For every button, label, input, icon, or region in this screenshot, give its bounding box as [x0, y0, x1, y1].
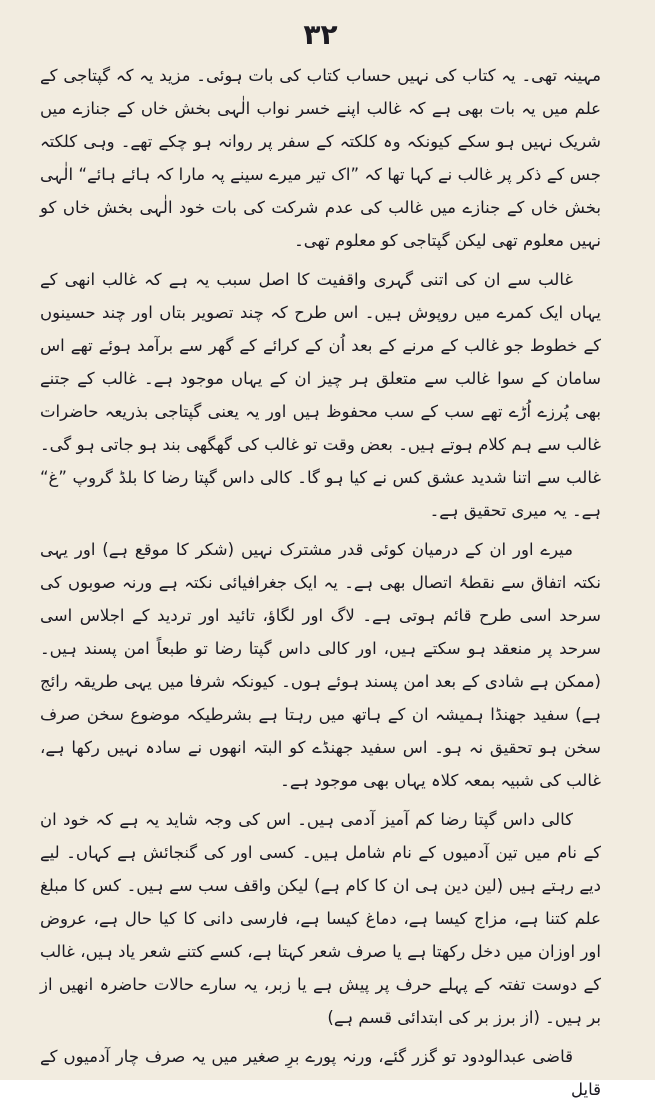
paragraph-4: کالی داس گپتا رضا کم آمیز آدمی ہیں۔ اس کی وجہ شاید یہ ہے کہ خود ان کے نام میں تین آدمیوں کے نام شامل ہیں۔ کسی اور کی گنجائش ہے کہاں۔ لیے دیے رہتے ہیں (لین دین ہی ان کا کام ہے) لیکن واقف سب سے ہیں۔ کس کا مبلغ علم کتنا ہے، مزاج کیسا ہے، دماغ کیسا ہے، فارسی دانی کا کیا حال ہے، عروض اور اوزان میں دخل رکھتا ہے یا صرف شعر کہتا ہے، کسے کتنے شعر یاد ہیں، غالب کے دوست تفتہ کے پہلے حرف پر پیش ہے یا زبر، یہ سارے حالات حاضرہ انھیں از بر ہیں۔ (از برز بر کی ابتدائی قسم ہے) [40, 810, 601, 1027]
paragraph-5: قاضی عبدالودود تو گزر گئے، ورنہ پورے برِ صغیر میں یہ صرف چار آدمیوں کے قایل [40, 1047, 601, 1099]
body-text [40, 59, 601, 1106]
page-number: ۳۲ [303, 18, 338, 51]
paragraph-3: میرے اور ان کے درمیان کوئی قدر مشترک نہیں (شکر کا موقع ہے) اور یہی نکتہ اتفاق سے نقطۂ اتصال بھی ہے۔ یہ ایک جغرافیائی نکتہ ہے ورنہ صوبوں کی سرحد اسی طرح قائم ہوتی ہے۔ لاگ اور لگاؤ، تائید اور تردید کے اجلاس اسی سرحد پر منعقد ہو سکتے ہیں، اور کالی داس گپتا رضا تو طبعاً امن پسند ہیں۔ (ممکن ہے شادی کے بعد امن پسند ہوئے ہوں۔ کیونکہ شرفا میں یہی طریقہ رائج ہے) سفید جھنڈا ہمیشہ ان کے ہاتھ میں رہتا ہے بشرطیکہ موضوع سخن صرف سخن ہو تحقیق نہ ہو۔ اس سفید جھنڈے کو البتہ انھوں نے سادہ نہیں رکھا ہے، غالب کی شبیہ بمعہ کلاہ یہاں بھی موجود ہے۔ [40, 540, 601, 790]
paragraph-2: غالب سے ان کی اتنی گہری واقفیت کا اصل سبب یہ ہے کہ غالب انھی کے یہاں ایک کمرے میں روپوش ہیں۔ اس طرح کہ چند تصویر بتاں اور چند حسینوں کے خطوط جو غالب کے مرنے کے بعد اُن کے کرائے کے گھر سے برآمد ہوئے تھے اس سامان کے سوا غالب سے متعلق ہر چیز ان کے یہاں موجود ہے۔ غالب کے جتنے بھی پُرزے اُڑے تھے سب کے سب محفوظ ہیں اور یہ یعنی گپتاجی بذریعہ حاضرات غالب سے ہم کلام ہوتے ہیں۔ بعض وقت تو غالب کی گھگھی بند ہو جاتی ہو گی۔ غالب سے اتنا شدید عشق کس نے کیا ہو گا۔ کالی داس گپتا رضا کا بلڈ گروپ ”غ“ ہے۔ یہ میری تحقیق ہے۔ [40, 270, 601, 520]
paragraph-1: مہینہ تھی۔ یہ کتاب کی نہیں حساب کتاب کی بات ہوئی۔ مزید یہ کہ گپتاجی کے علم میں یہ بات بھی ہے کہ غالب اپنے خسر نواب الٰہی بخش خاں کے جنازے میں شریک نہیں ہو سکے کیونکہ وہ کلکتہ کے سفر پر روانہ ہو چکے تھے۔ وہی کلکتہ جس کے ذکر پر غالب نے کہا تھا کہ ”اک تیر میرے سینے پہ مارا کہ ہائے ہائے“ الٰہی بخش خاں کے جنازے میں غالب کی عدم شرکت کی بات خود الٰہی بخش خاں کو نہیں معلوم تھی لیکن گپتاجی کو معلوم تھی۔ [40, 66, 601, 250]
